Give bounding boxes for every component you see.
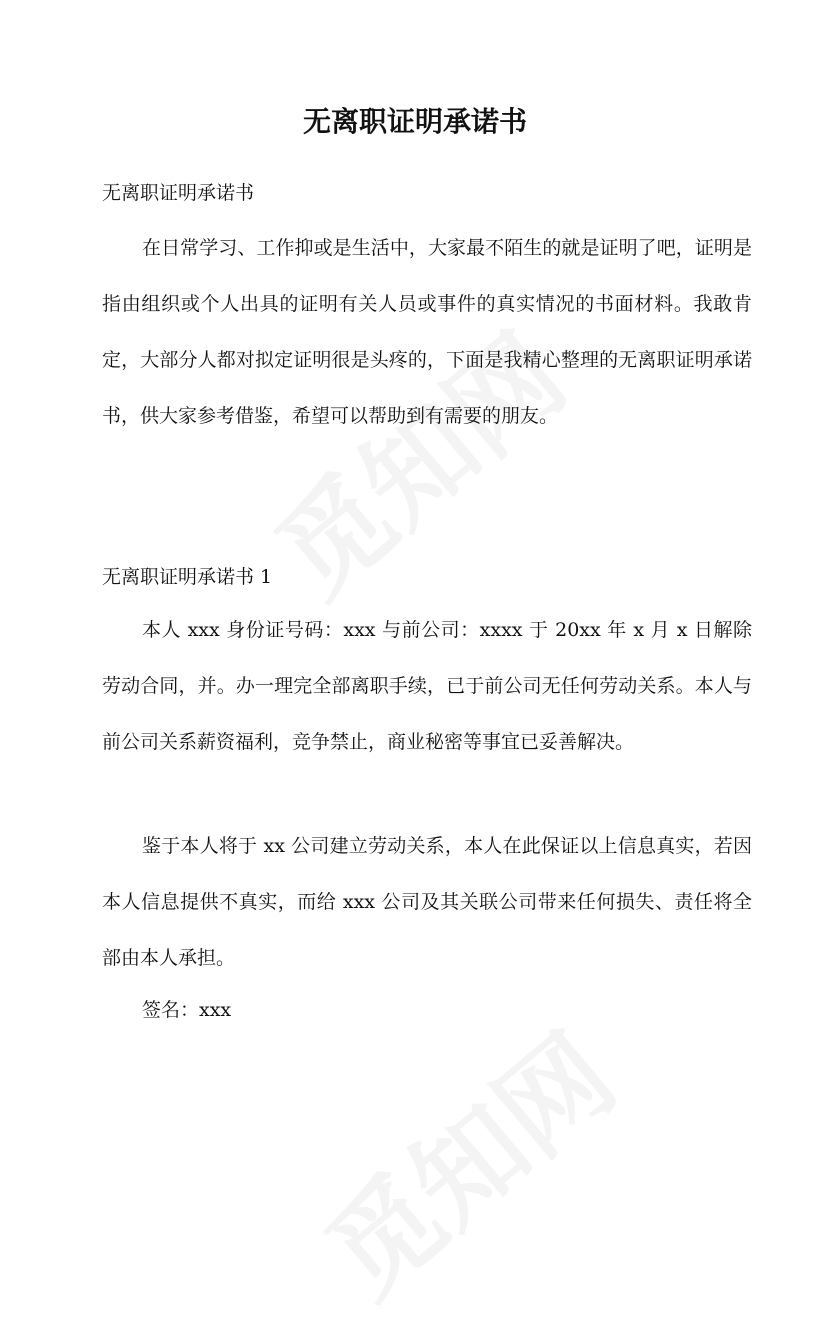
body-paragraph-1: 本人 xxx 身份证号码：xxx 与前公司：xxxx 于 20xx 年 x 月 x 日解除劳动合同，并。办一理完全部离职手续，已于前公司无任何劳动关系。本人与前公司关系薪资福利，竞争禁止，商业秘密等事宜已妥善解决。: [102, 619, 752, 753]
section-heading-1: 无离职证明承诺书 1: [102, 566, 273, 588]
watermark: [288, 992, 642, 1325]
signature-line: 签名：xxx: [142, 999, 232, 1021]
body-paragraph-2: 鉴于本人将于 xx 公司建立劳动关系，本人在此保证以上信息真实，若因本人信息提供不真实，而给 xxx 公司及其关联公司带来任何损失、责任将全部由本人承担。: [102, 835, 752, 969]
section-heading: 无离职证明承诺书: [102, 182, 255, 204]
page-title: 无离职证明承诺书: [302, 105, 527, 138]
intro-paragraph: 在日常学习、工作抑或是生活中，大家最不陌生的就是证明了吧，证明是指由组织或个人出具的证明有关人员或事件的真实情况的书面材料。我敢肯定，大部分人都对拟定证明很是头疼的，下面是我精心整理的无离职证明承诺书，供大家参考借鉴，希望可以帮助到有需要的朋友。: [102, 237, 752, 427]
